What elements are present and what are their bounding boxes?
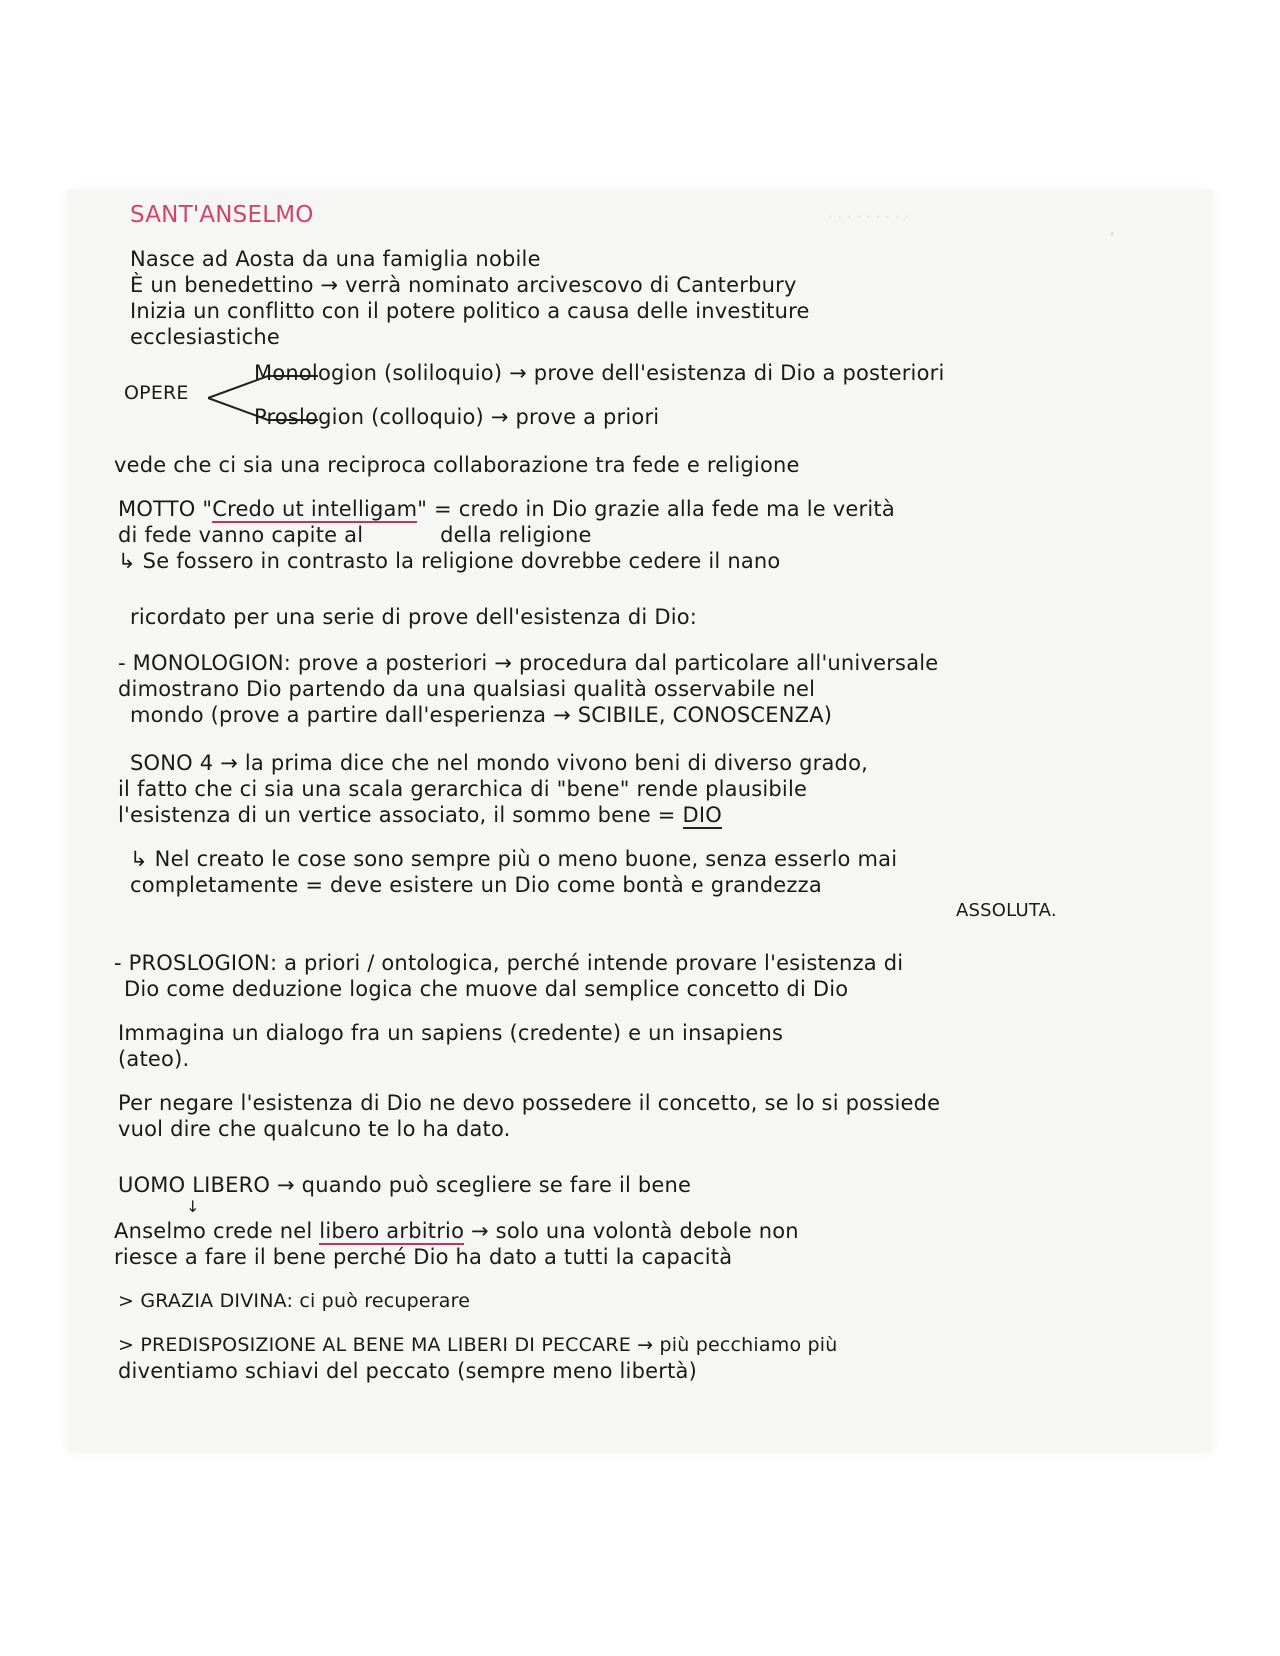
motto-line: [118, 496, 895, 522]
motto-quote: Credo ut intelligam: [212, 497, 418, 521]
motto-suffix: " = credo in Dio grazie alla fede ma le verità: [417, 497, 895, 521]
monologion-dio: DIO: [682, 803, 722, 827]
free-will-line: diventiamo schiavi del peccato (sempre meno libertà): [118, 1359, 697, 1383]
page-title: SANT'ANSELMO: [130, 202, 314, 228]
works-label: OPERE: [124, 382, 189, 404]
monologion-line: - MONOLOGION: prove a posteriori → procedura dal particolare all'universale: [118, 651, 939, 675]
bleed-through-text: · · · · · · · · ·: [828, 208, 910, 226]
monologion-line: dimostrano Dio partendo da una qualsiasi qualità osservabile nel: [118, 677, 816, 701]
bio-line: Nasce ad Aosta da una famiglia nobile: [130, 247, 541, 271]
monologion-line: mondo (prove a partire dall'esperienza → SCIBILE, CONOSCENZA): [130, 703, 833, 727]
monologion-line-6a: l'esistenza di un vertice associato, il sommo bene =: [118, 803, 676, 827]
motto-line-3: ↳ Se fossero in contrasto la religione dovrebbe cedere il nano: [118, 549, 781, 573]
arrow-down-icon: ↓: [186, 1197, 200, 1216]
proslogion-line: Dio come deduzione logica che muove dal semplice concetto di Dio: [124, 977, 849, 1001]
motto-prefix: MOTTO ": [118, 497, 213, 521]
free-will-line: riesce a fare il bene perché Dio ha dato a tutti la capacità: [114, 1245, 733, 1269]
proslogion-line: - PROSLOGION: a priori / ontologica, perché intende provare l'esistenza di: [114, 951, 904, 975]
motto-line-2a: di fede vanno capite al: [118, 523, 364, 547]
bio-line: Inizia un conflitto con il potere politico a causa delle investiture: [130, 299, 810, 323]
monologion-line: SONO 4 → la prima dice che nel mondo vivono beni di diverso grado,: [130, 751, 868, 775]
proslogion-line: Immagina un dialogo fra un sapiens (credente) e un insapiens: [118, 1021, 784, 1045]
bio-line: È un benedettino → verrà nominato arcivescovo di Canterbury: [130, 273, 797, 297]
work-proslogion: Proslogion (colloquio) → prove a priori: [254, 405, 660, 429]
motto-line-2: [118, 522, 592, 548]
proslogion-line: vuol dire che qualcuno te lo ha dato.: [118, 1117, 511, 1141]
handwritten-notes: [68, 190, 1212, 1452]
work-monologion: Monologion (soliloquio) → prove dell'esistenza di Dio a posteriori: [254, 361, 945, 385]
monologion-line: ↳ Nel creato le cose sono sempre più o meno buone, senza esserlo mai: [130, 847, 898, 871]
free-will-line: UOMO LIBERO → quando può scegliere se fare il bene: [118, 1173, 692, 1197]
motto-line-2b: della religione: [440, 523, 592, 547]
free-will-line-2c: → solo una volontà debole non: [471, 1219, 799, 1243]
proslogion-line: (ateo).: [118, 1047, 190, 1071]
free-will-line-2a: Anselmo crede nel: [114, 1219, 313, 1243]
bleed-through-text: ·: [1108, 220, 1117, 250]
notebook-page: [68, 190, 1212, 1452]
bio-line: ecclesiastiche: [130, 325, 280, 349]
monologion-line: completamente = deve esistere un Dio come bontà e grandezza: [130, 873, 822, 897]
proofs-intro: ricordato per una serie di prove dell'esistenza di Dio:: [130, 605, 698, 629]
collaboration-line: vede che ci sia una reciproca collaborazione tra fede e religione: [114, 453, 800, 477]
monologion-line: [118, 802, 722, 828]
free-will-line: [114, 1218, 799, 1244]
free-will-term: libero arbitrio: [319, 1219, 465, 1243]
proslogion-line: Per negare l'esistenza di Dio ne devo possedere il concetto, se lo si possiede: [118, 1091, 941, 1115]
monologion-line: il fatto che ci sia una scala gerarchica di "bene" rende plausibile: [118, 777, 808, 801]
free-will-line: > GRAZIA DIVINA: ci può recuperare: [118, 1290, 471, 1312]
monologion-line: ASSOLUTA.: [956, 900, 1057, 921]
free-will-line: > PREDISPOSIZIONE AL BENE MA LIBERI DI PECCARE → più pecchiamo più: [118, 1334, 838, 1356]
